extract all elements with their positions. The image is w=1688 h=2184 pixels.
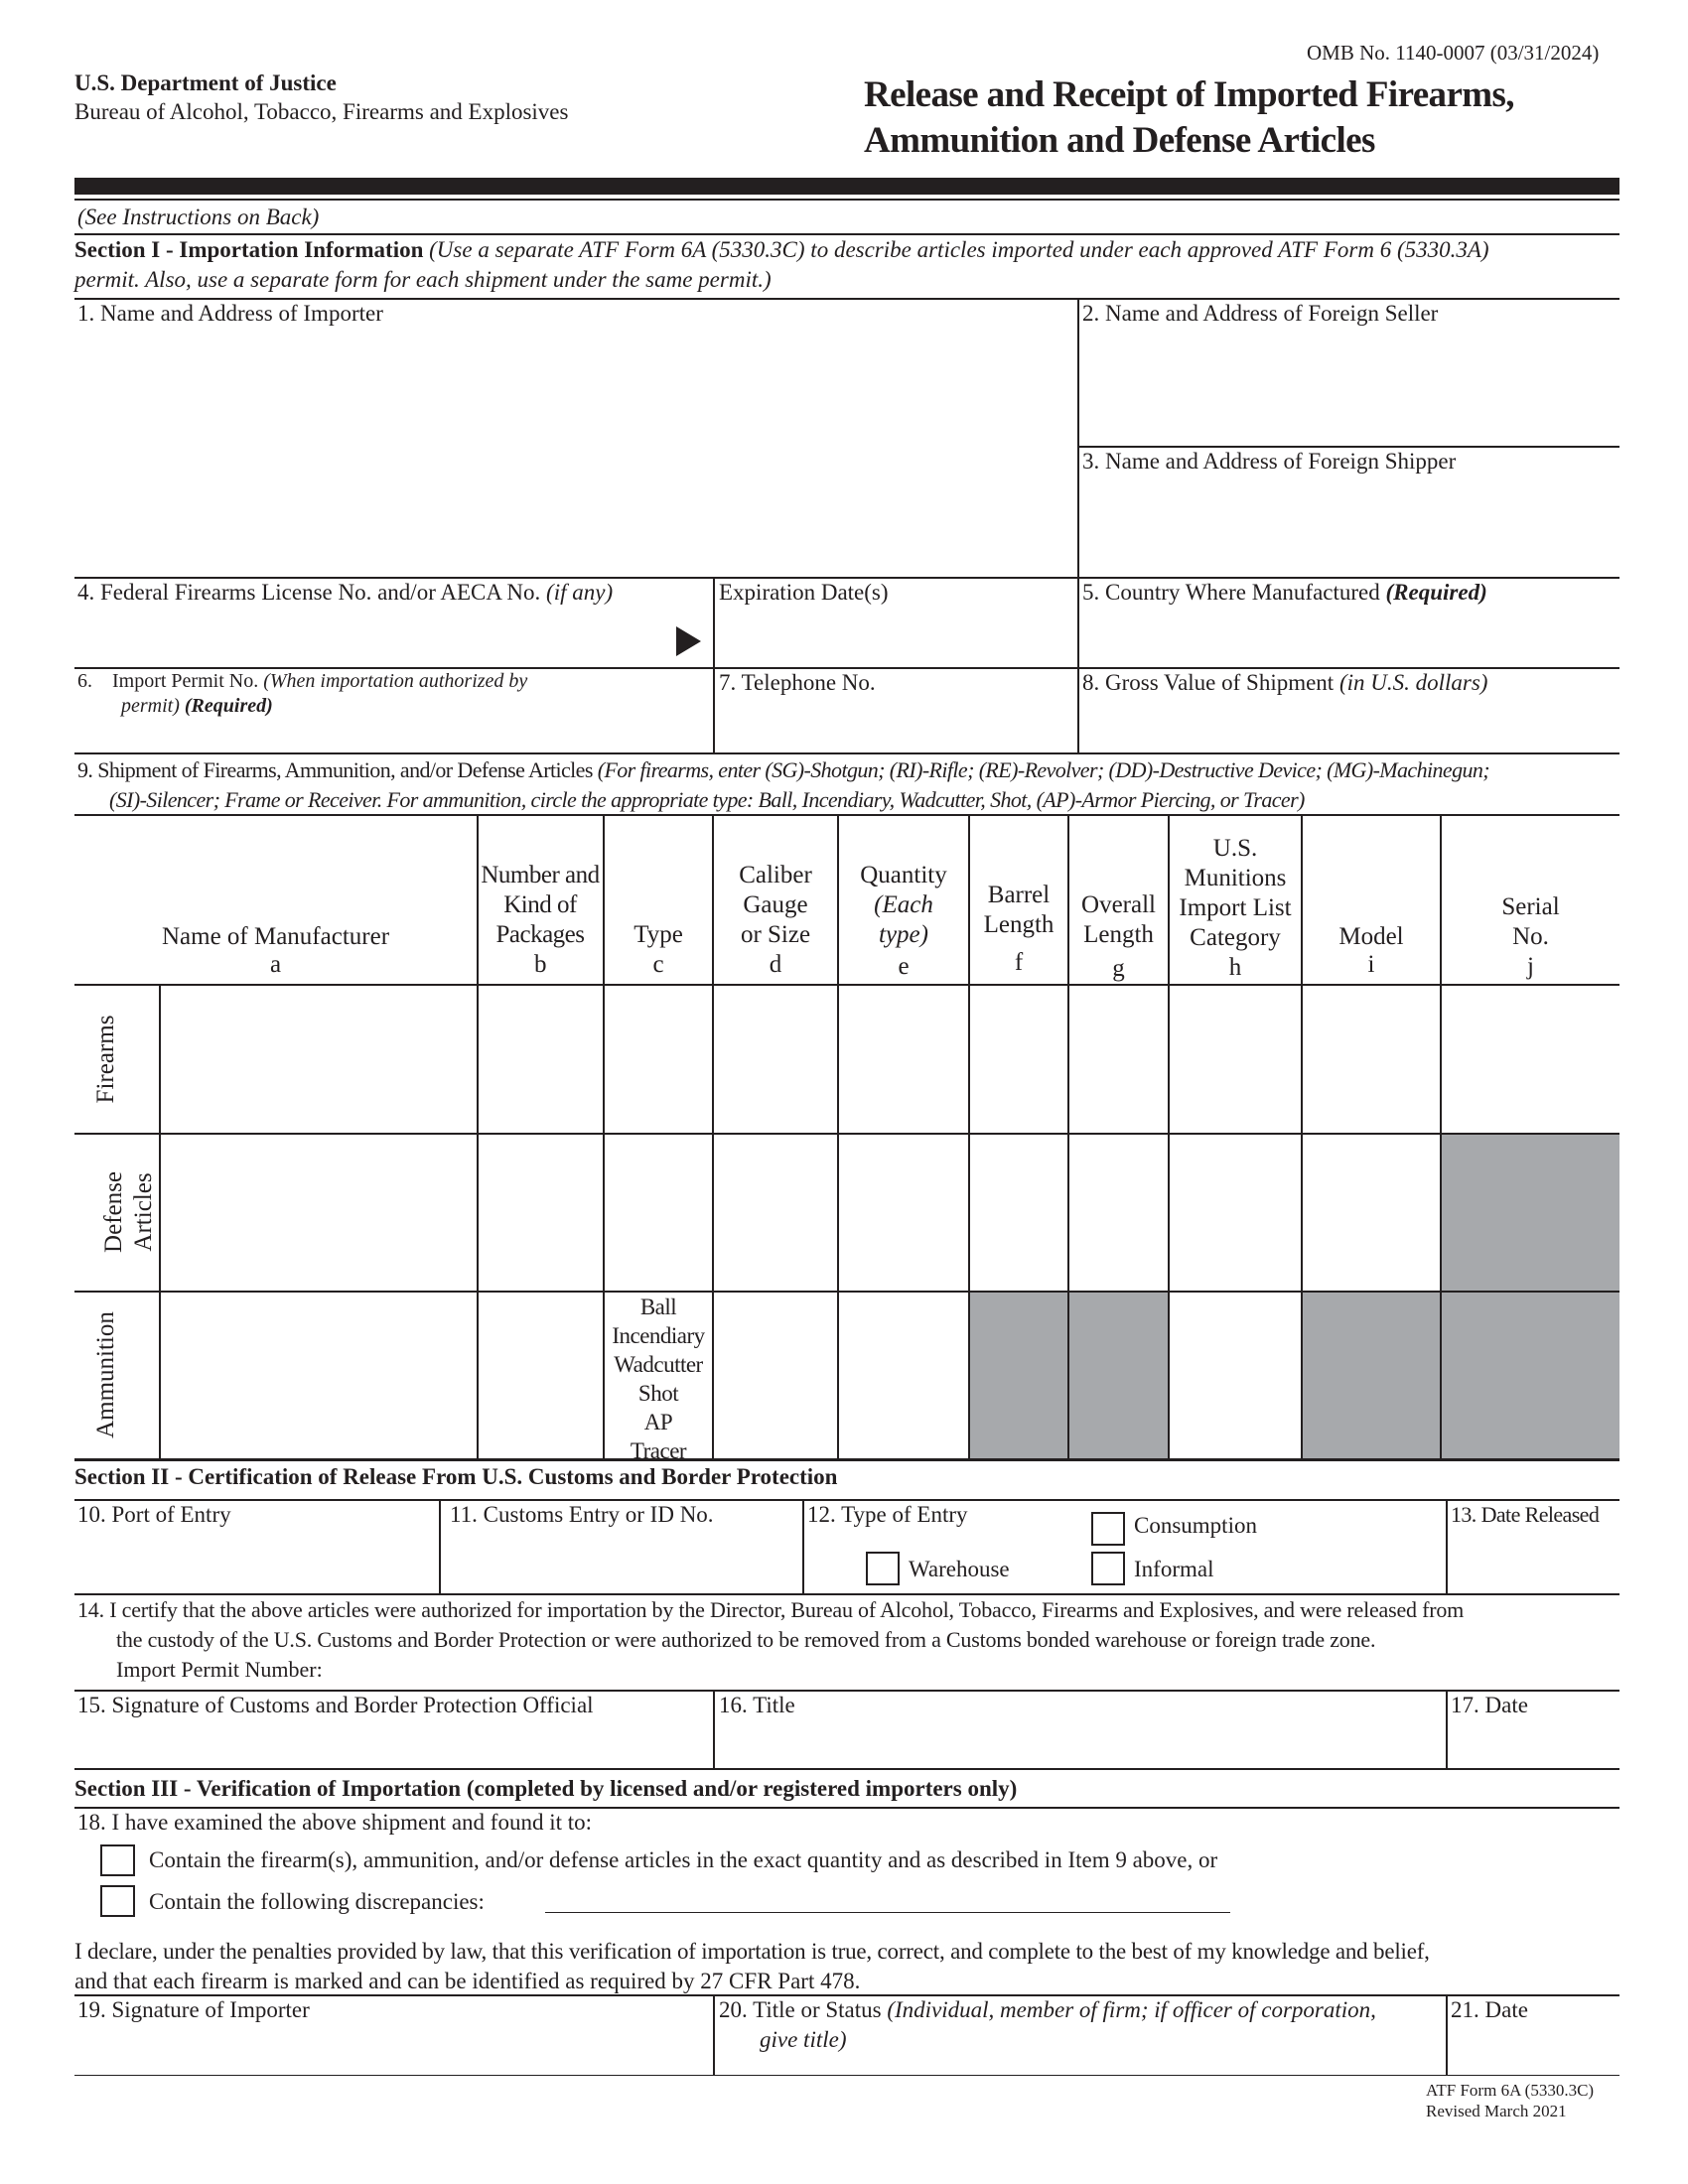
field19-label: 19. Signature of Importer (77, 1997, 310, 2022)
col-e-line2: (Each (874, 891, 933, 918)
field5-label (1082, 579, 1487, 606)
col-c-letter: c (652, 951, 664, 978)
field4-label (77, 579, 613, 606)
field1-label: 1. Name and Address of Importer (77, 301, 383, 326)
col-j-header (1442, 892, 1619, 982)
col-j-line1: Serial (1501, 893, 1560, 920)
consumption-label: Consumption (1134, 1513, 1257, 1538)
divider (74, 752, 1619, 754)
shaded-cell (968, 1293, 1067, 1458)
col-g-line1: Overall (1081, 891, 1156, 918)
field14-permit-label: Import Permit Number: (116, 1657, 323, 1682)
col-j-letter: j (1527, 953, 1534, 980)
col-e-line3: type) (879, 921, 928, 948)
col-b-line1: Number and (481, 862, 600, 888)
col-h-line1: U.S. (1212, 835, 1258, 862)
field21-label: 21. Date (1451, 1997, 1528, 2022)
field6-num: 6. (77, 670, 92, 692)
field6-label-line2 (121, 694, 273, 718)
form-title-line2: Ammunition and Defense Articles (864, 120, 1375, 161)
field9-note1: (For firearms, enter (SG)-Shotgun; (RI)-Rifle; (RE)-Revolver; (DD)-Destructive Device; (MG)-Machinegun; (597, 757, 1489, 782)
field8-note: (in U.S. dollars) (1338, 670, 1488, 695)
divider (74, 1593, 1619, 1595)
expiration-label: Expiration Date(s) (719, 580, 889, 605)
section3-title: Section III - Verification of Importation (completed by licensed and/or registered importers only) (74, 1776, 1018, 1801)
field6-text: Import Permit No. (112, 670, 259, 692)
field14-line1: 14. I certify that the above articles were authorized for importation by the Director, Bureau of Alcohol, Tobacco, Firearms and Explosives, and were released from (77, 1597, 1465, 1622)
header-rule (74, 178, 1619, 195)
col-e-header (839, 861, 968, 982)
col-h-line2: Munitions (1184, 865, 1287, 891)
col-b-line2: Kind of (503, 891, 577, 918)
exact-quantity-checkbox[interactable] (100, 1844, 135, 1876)
row-label-defense-articles (99, 1138, 159, 1287)
col-a-letter: a (269, 951, 282, 978)
divider (1446, 1499, 1448, 1593)
field8-label (1082, 669, 1487, 696)
omb-number: OMB No. 1140-0007 (03/31/2024) (1307, 41, 1600, 65)
header-rule-thin (74, 199, 1619, 201)
form-title-line1: Release and Receipt of Imported Firearms, (864, 74, 1514, 115)
divider (74, 233, 1619, 235)
col-d-line1: Caliber (739, 862, 812, 888)
divider (802, 1499, 804, 1593)
ammo-type-ball[interactable]: Ball (639, 1295, 677, 1319)
divider (1077, 298, 1079, 752)
option2-label: Contain the following discrepancies: (149, 1889, 485, 1914)
field6-note: (When importation authorized by (263, 670, 528, 692)
option1-label: Contain the firearm(s), ammunition, and/or defense articles in the exact quantity and as described in Item 9 above, or (149, 1847, 1218, 1872)
form-revised: Revised March 2021 (1426, 2102, 1567, 2120)
col-f-line1: Barrel (987, 882, 1051, 908)
divider (74, 1291, 1619, 1293)
col-c-header (605, 920, 712, 980)
informal-label: Informal (1134, 1557, 1214, 1581)
field7-label: 7. Telephone No. (719, 670, 876, 695)
ammo-type-shot[interactable]: Shot (637, 1381, 679, 1406)
field9-note2: (SI)-Silencer; Frame or Receiver. For ammunition, circle the appropriate type: Ball, Incendiary, Wadcutter, Shot, (AP)-Armor Piercing, or Tracer) (109, 787, 1305, 812)
consumption-checkbox[interactable] (1091, 1512, 1125, 1546)
field20-note1: (Individual, member of firm; if officer of corporation, (887, 1997, 1376, 2022)
field16-label: 16. Title (719, 1693, 795, 1717)
divider (713, 1994, 715, 2075)
field6-required: (Required) (184, 695, 273, 717)
section1-note-line2: permit. Also, use a separate form for each shipment under the same permit.) (74, 267, 772, 292)
divider (74, 814, 1619, 816)
discrepancies-checkbox[interactable] (100, 1885, 135, 1917)
ammo-type-incendiary[interactable]: Incendiary (612, 1323, 705, 1348)
declaration-line1: I declare, under the penalties provided by law, that this verification of importation is true, correct, and complete to the best of my knowledge and belief, (74, 1939, 1430, 1964)
col-d-header (714, 861, 837, 980)
divider (74, 1133, 1619, 1135)
col-b-header (475, 861, 606, 980)
field6-label (77, 669, 527, 693)
col-h-line4: Category (1190, 924, 1281, 951)
field13-label: 13. Date Released (1451, 1502, 1600, 1527)
divider (1446, 1690, 1448, 1768)
field20-note2: give title) (760, 2027, 847, 2052)
field3-label: 3. Name and Address of Foreign Shipper (1082, 449, 1457, 474)
field10-label: 10. Port of Entry (77, 1502, 231, 1527)
arrow-right-icon (676, 626, 701, 656)
discrepancies-input[interactable] (545, 1912, 1230, 1913)
divider (74, 2075, 1619, 2076)
row-label-firearms: Firearms (92, 1015, 119, 1104)
ammo-type-tracer[interactable]: Tracer (630, 1438, 687, 1463)
field11-label: 11. Customs Entry or ID No. (450, 1502, 714, 1527)
divider (159, 984, 161, 1458)
section2-title: Section II - Certification of Release From U.S. Customs and Border Protection (74, 1464, 838, 1489)
col-b-line3: Packages (495, 921, 585, 948)
section1-title: Section I - Importation Information (74, 237, 424, 262)
divider (1446, 1994, 1448, 2075)
field18-label: 18. I have examined the above shipment and found it to: (77, 1810, 593, 1835)
field8-text: 8. Gross Value of Shipment (1082, 670, 1335, 695)
ammo-type-ap[interactable]: AP (643, 1410, 673, 1434)
field5-note: (Required) (1385, 580, 1487, 605)
field20-label (719, 1996, 1376, 2023)
divider (713, 577, 715, 752)
col-j-line2: No. (1512, 923, 1549, 950)
field17-label: 17. Date (1451, 1693, 1528, 1717)
col-b-letter: b (534, 951, 546, 978)
col-i-letter: i (1367, 951, 1375, 978)
col-d-line2: Gauge (743, 891, 808, 918)
col-h-line3: Import List (1179, 894, 1292, 921)
form-id: ATF Form 6A (5330.3C) (1426, 2081, 1595, 2100)
field2-label: 2. Name and Address of Foreign Seller (1082, 301, 1439, 326)
col-i-title: Model (1338, 923, 1404, 950)
field12-label: 12. Type of Entry (807, 1502, 968, 1527)
row-label-defense: Defense (100, 1171, 127, 1253)
col-f-header (970, 881, 1067, 978)
col-c-title: Type (633, 921, 683, 948)
field14-line2: the custody of the U.S. Customs and Border Protection or were authorized to be removed from a Customs bonded warehouse or foreign trade zone. (116, 1627, 1376, 1652)
field4-text: 4. Federal Firearms License No. and/or AECA No. (77, 580, 541, 605)
divider (439, 1499, 441, 1593)
shaded-cell (1442, 1293, 1619, 1458)
shaded-cell (1442, 1135, 1619, 1295)
col-a-header (79, 922, 472, 980)
divider (74, 984, 1619, 986)
field9-text: 9. Shipment of Firearms, Ammunition, and/or Defense Articles (77, 757, 593, 782)
row-label-articles: Articles (130, 1172, 157, 1252)
warehouse-checkbox[interactable] (866, 1552, 900, 1585)
declaration-line2: and that each firearm is marked and can be identified as required by 27 CFR Part 478. (74, 1969, 861, 1993)
divider (713, 1690, 715, 1768)
col-e-letter: e (898, 953, 910, 980)
col-g-line2: Length (1083, 921, 1154, 948)
field15-label: 15. Signature of Customs and Border Protection Official (77, 1693, 594, 1717)
divider (1301, 814, 1303, 1458)
col-f-line2: Length (983, 911, 1055, 938)
col-h-letter: h (1228, 954, 1242, 981)
bureau-name: Bureau of Alcohol, Tobacco, Firearms and Explosives (74, 99, 569, 124)
col-d-line3: or Size (740, 921, 811, 948)
divider (74, 1458, 1619, 1461)
field20-text: 20. Title or Status (719, 1997, 882, 2022)
section1-heading (74, 236, 1489, 263)
col-g-letter: g (1112, 955, 1125, 982)
col-a-title: Name of Manufacturer (161, 923, 390, 950)
col-d-letter: d (769, 951, 782, 978)
divider (74, 1768, 1619, 1770)
shaded-cell (1301, 1293, 1440, 1458)
field5-text: 5. Country Where Manufactured (1082, 580, 1380, 605)
col-g-header (1069, 890, 1168, 984)
warehouse-label: Warehouse (909, 1557, 1010, 1581)
ammo-type-wadcutter[interactable]: Wadcutter (614, 1352, 703, 1377)
col-h-header (1170, 834, 1301, 983)
ammo-type-list (605, 1293, 712, 1465)
agency-name: U.S. Department of Justice (74, 70, 337, 95)
col-f-letter: f (1014, 949, 1024, 976)
col-i-header (1303, 922, 1440, 980)
shaded-cell (1069, 1293, 1168, 1458)
col-e-line1: Quantity (860, 862, 947, 888)
field6-line2: permit) (121, 695, 180, 717)
see-instructions: (See Instructions on Back) (77, 205, 320, 229)
field4-note: (if any) (546, 580, 614, 605)
field9-label (77, 756, 1489, 783)
informal-checkbox[interactable] (1091, 1552, 1125, 1585)
section1-note: (Use a separate ATF Form 6A (5330.3C) to describe articles imported under each approved ATF Form 6 (5330.3A) (429, 237, 1489, 262)
row-label-ammunition: Ammunition (92, 1311, 119, 1438)
